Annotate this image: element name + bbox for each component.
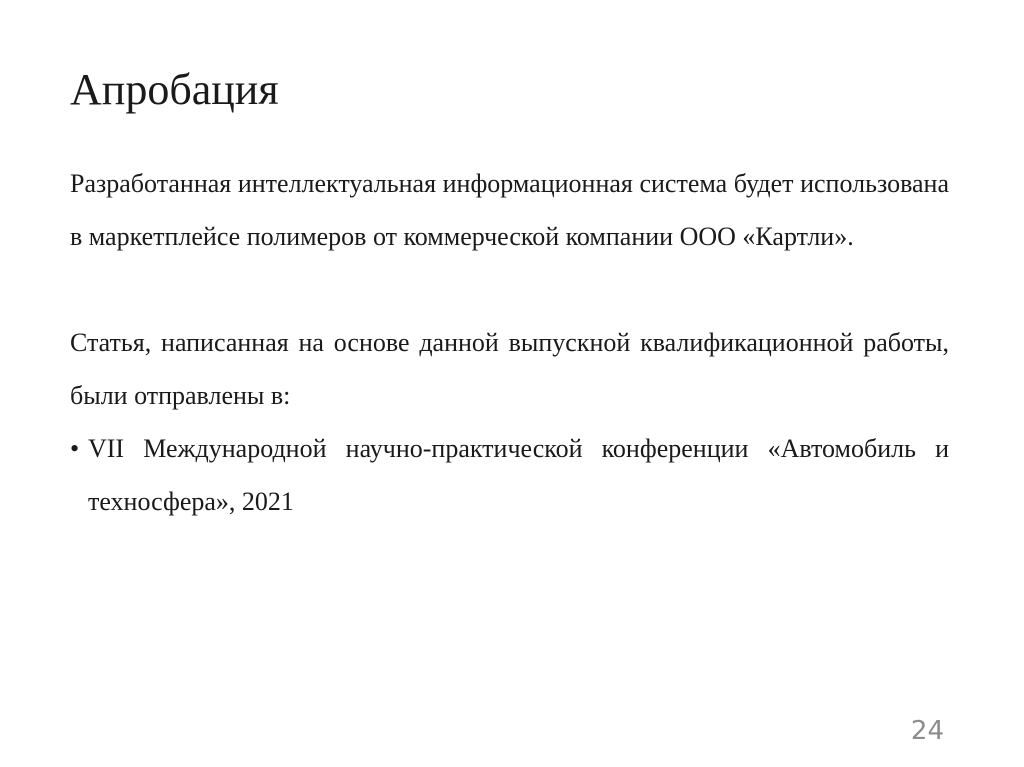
paragraph-article: Статья, написанная на основе данной выпускной квалификационной работы, были отправлены в: — [70, 328, 949, 410]
list-item-text: VII Международной научно-практической конференции «Автомобиль и техносфера», 2021 — [88, 434, 949, 516]
bullet-icon: • — [70, 434, 80, 463]
page-number: 24 — [910, 716, 944, 746]
conference-list — [70, 422, 949, 528]
paragraph-approbation: Разработанная интеллектуальная информационная система будет использована в маркетплейсе полимеров от коммерческой компании ООО «Картли». — [70, 169, 949, 251]
slide-body — [70, 157, 949, 528]
slide-title: Апробация — [70, 65, 279, 114]
list-item — [70, 422, 949, 528]
